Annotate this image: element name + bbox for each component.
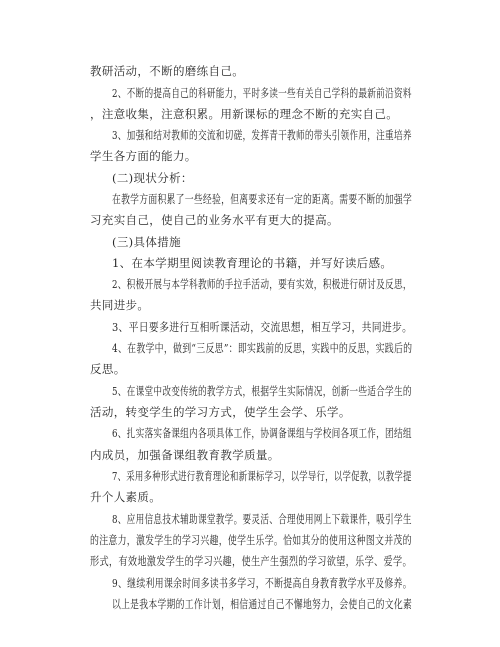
text-line: 反思。	[90, 362, 126, 376]
text-line: 学生各方面的能力。	[90, 149, 197, 163]
text-line: 形式，有效地激发学生的学习兴趣，使生产生强烈的学习欲望，乐学、爱学。	[90, 554, 412, 568]
section-heading: (三)具体措施	[112, 235, 181, 249]
text-line: 2、积极开展与本学科教师的手拉手活动，要有实效，积极进行研讨及反思，	[112, 277, 412, 291]
text-line: 1、在本学期里阅读教育理论的书籍，并写好读后感。	[112, 256, 393, 270]
text-line: 5、在课堂中改变传统的教学方式，根据学生实际情况，创新一些适合学生的	[112, 384, 412, 398]
text-line: 共同进步。	[90, 298, 150, 312]
text-line: 的注意力，激发学生的学习兴趣，使学生乐学。恰如其分的使用这种图文并茂的	[90, 533, 412, 547]
text-line: 8、应用信息技术辅助课堂教学。要灵活、合理使用网上下载课件，吸引学生	[112, 512, 412, 526]
text-line: 习充实自己，使自己的业务水平有更大的提高。	[90, 213, 339, 227]
text-line: 在教学方面积累了一些经验，但离要求还有一定的距离。需要不断的加强学	[112, 192, 413, 206]
text-line: 2、不断的提高自己的科研能力，平时多读一些有关自己学科的最新前沿资料	[112, 86, 412, 100]
text-line: 9、继续利用课余时间多读书多学习，不断提高自身教育教学水平及修养。	[112, 576, 412, 590]
text-line: 3、平日要多进行互相听课活动，交流思想，相互学习，共同进步。	[112, 320, 413, 334]
text-line: 6、扎实落实备课组内各项具体工作，协调备课组与学校间各项工作，团结组	[112, 426, 412, 440]
text-line: 7、采用多种形式进行教育理论和新课标学习，以学导行，以学促教，以教学提	[112, 469, 412, 483]
text-line: 4、在教学中，做到“三反思”：即实践前的反思，实践中的反思，实践后的	[112, 341, 413, 355]
text-line: 活动，转变学生的学习方式，使学生会学、乐学。	[90, 405, 351, 419]
text-line: 内成员，加强备课组教育教学质量。	[90, 448, 280, 462]
text-line: 教研活动，不断的磨练自己。	[90, 64, 245, 78]
section-heading: (二)现状分析：	[112, 171, 193, 185]
text-line: 升个人素质。	[90, 490, 162, 504]
text-line: 以上是我本学期的工作计划，相信通过自己不懈地努力，会使自己的文化素	[112, 597, 413, 611]
text-line: 3、加强和结对教师的交流和切磋，发挥青干教师的带头引领作用，注重培养	[112, 128, 412, 142]
text-line: ，注意收集，注意积累。用新课标的理念不断的充实自己。	[90, 107, 399, 121]
